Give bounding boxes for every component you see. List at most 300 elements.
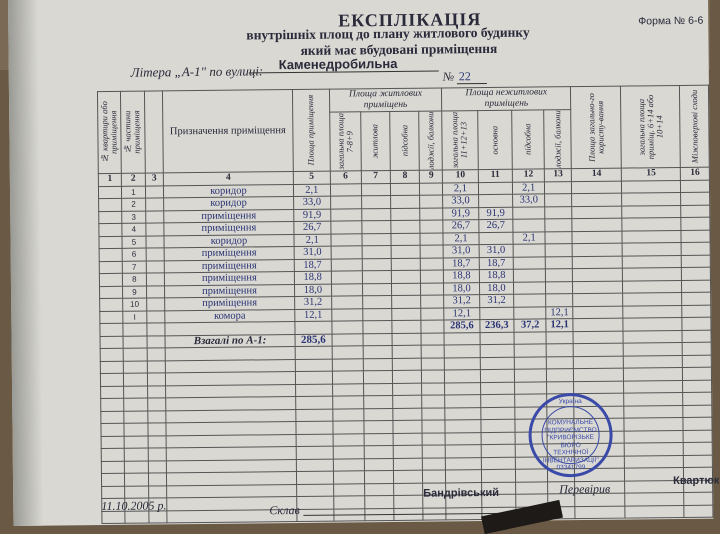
blank-cell xyxy=(683,417,712,430)
row-area: 2,1 xyxy=(294,184,331,197)
row-col13 xyxy=(545,194,572,207)
row-col8 xyxy=(392,308,422,321)
row-col3 xyxy=(146,235,164,248)
row-col14 xyxy=(572,181,622,194)
blank-cell xyxy=(124,411,148,424)
row-col14 xyxy=(572,206,622,219)
street-underline xyxy=(249,70,439,73)
blank-cell xyxy=(295,371,332,384)
row-col9 xyxy=(420,207,443,220)
row-purpose: приміщення xyxy=(164,272,294,286)
blank-cell xyxy=(364,458,394,471)
blank-cell xyxy=(363,395,393,408)
blank-cell xyxy=(333,446,364,459)
blank-cell xyxy=(333,483,364,496)
row-col12 xyxy=(514,269,546,282)
blank-cell xyxy=(148,473,166,486)
blank-cell xyxy=(123,348,147,361)
row-purpose: коридор xyxy=(164,234,294,248)
blank-cell xyxy=(148,460,166,473)
blank-cell xyxy=(364,470,394,483)
row-col6 xyxy=(330,208,361,221)
blank-cell xyxy=(623,342,682,355)
row-col11: 31,0 xyxy=(479,244,514,257)
header-col2: № частини приміщення xyxy=(122,110,143,154)
colnum: 12 xyxy=(512,169,544,182)
blank-cell xyxy=(363,383,393,396)
row-col13 xyxy=(545,256,572,269)
blank-cell xyxy=(393,408,423,421)
document-subtitle-line1: внутрішніх площ до плану житлового будинку xyxy=(246,24,530,43)
row-purpose: приміщення xyxy=(164,259,294,273)
blank-cell xyxy=(423,457,446,470)
row-col11 xyxy=(479,307,514,320)
blank-cell xyxy=(514,344,546,357)
blank-cell xyxy=(624,442,683,455)
row-part-no: I xyxy=(123,311,147,324)
row-col3 xyxy=(146,285,164,298)
row-part-no: 8 xyxy=(122,273,146,286)
row-area: 18,7 xyxy=(294,259,331,272)
blank-cell xyxy=(392,345,422,358)
row-col9 xyxy=(420,220,443,233)
blank-cell xyxy=(624,417,683,430)
sum-col3 xyxy=(147,323,165,336)
row-col10: 18,8 xyxy=(444,270,479,283)
row-col12 xyxy=(513,256,545,269)
header-col6: загальна площа 7-8+9 xyxy=(334,113,355,170)
row-area: 31,2 xyxy=(295,296,332,309)
blank-cell xyxy=(515,381,547,394)
blank-cell xyxy=(480,407,515,420)
blank-cell xyxy=(295,346,332,359)
total-label: Взагалі по А-1: xyxy=(165,334,295,348)
row-col16 xyxy=(682,280,711,293)
blank-cell xyxy=(624,380,683,393)
row-col14 xyxy=(573,306,623,319)
row-col14 xyxy=(572,256,622,269)
blank-cell xyxy=(364,433,394,446)
blank-cell xyxy=(683,380,712,393)
blank-cell xyxy=(123,373,147,386)
row-col13 xyxy=(546,281,573,294)
row-col16 xyxy=(681,217,710,230)
blank-cell xyxy=(445,432,480,445)
blank-cell xyxy=(147,385,165,398)
blank-cell xyxy=(363,408,393,421)
header-col9: лоджії, балкони xyxy=(425,111,436,170)
blank-cell xyxy=(297,496,334,509)
row-col7 xyxy=(361,208,391,221)
row-col7 xyxy=(362,295,392,308)
row-apartment-no xyxy=(99,273,122,286)
row-col11: 26,7 xyxy=(478,219,513,232)
blank-cell xyxy=(364,495,394,508)
row-col6 xyxy=(331,271,362,284)
blank-cell xyxy=(296,384,333,397)
row-purpose: приміщення xyxy=(164,209,294,223)
blank-cell xyxy=(147,398,165,411)
row-purpose: коридор xyxy=(163,184,293,198)
sum-col1 xyxy=(100,323,123,336)
blank-cell xyxy=(332,371,363,384)
stamp-line2: КОМУНАЛЬНЕ ПІДПРИЄМСТВО xyxy=(544,418,597,434)
header-col1: № квартири або приміщення xyxy=(99,101,119,164)
row-col8 xyxy=(391,208,421,221)
blank-cell xyxy=(445,357,480,370)
row-apartment-no xyxy=(99,236,122,249)
row-col3 xyxy=(145,198,163,211)
colnum: 4 xyxy=(163,172,293,186)
blank-cell xyxy=(124,436,148,449)
header-living-group: Площа житлових приміщень xyxy=(348,88,422,111)
blank-cell xyxy=(124,423,148,436)
row-col12 xyxy=(514,306,546,319)
row-col11 xyxy=(478,194,513,207)
row-col9 xyxy=(421,257,444,270)
header-col14: Площа загально-го користу-вання xyxy=(585,92,606,162)
blank-cell xyxy=(574,381,624,394)
blank-cell xyxy=(364,483,394,496)
blank-cell xyxy=(297,471,334,484)
blank-cell xyxy=(100,361,123,374)
sum-col10: 285,6 xyxy=(444,320,479,333)
row-col3 xyxy=(146,223,164,236)
row-col15 xyxy=(623,292,682,305)
row-col6 xyxy=(330,196,361,209)
row-apartment-no xyxy=(99,223,122,236)
form-label: Форма № 6-6 xyxy=(638,14,704,28)
blank-cell xyxy=(421,345,444,358)
house-number: 22 xyxy=(458,69,471,84)
blank-cell xyxy=(625,492,684,505)
blank-cell xyxy=(480,357,515,370)
row-col14 xyxy=(572,218,622,231)
blank-cell xyxy=(124,448,148,461)
blank-cell xyxy=(392,370,422,383)
blank-cell xyxy=(423,445,446,458)
row-col15 xyxy=(622,242,681,255)
number-underline xyxy=(457,83,487,84)
blank-cell xyxy=(624,405,683,418)
row-area: 31,0 xyxy=(294,246,331,259)
row-part-no: 6 xyxy=(122,248,146,261)
blank-cell xyxy=(683,367,712,380)
row-part-no: 10 xyxy=(123,298,147,311)
blank-cell xyxy=(393,445,423,458)
stamp-line4: 03341799 xyxy=(556,463,586,472)
blank-cell xyxy=(101,461,124,474)
colnum: 11 xyxy=(478,169,513,182)
blank-cell xyxy=(296,434,333,447)
row-col12: 2,1 xyxy=(513,231,545,244)
blank-cell xyxy=(124,461,148,474)
blank-cell xyxy=(124,386,148,399)
row-part-no: 1 xyxy=(121,186,145,199)
row-col14 xyxy=(573,293,623,306)
blank-cell xyxy=(481,469,516,482)
blank-cell xyxy=(148,485,166,498)
blank-cell xyxy=(422,420,445,433)
number-label: № xyxy=(442,69,455,84)
row-col7 xyxy=(362,233,392,246)
blank-cell xyxy=(123,361,147,374)
row-area: 33,0 xyxy=(294,196,331,209)
sum-col12: 37,2 xyxy=(514,319,546,332)
blank-cell xyxy=(101,398,124,411)
blank-cell xyxy=(147,373,165,386)
row-col13 xyxy=(545,219,572,232)
row-purpose: коридор xyxy=(163,197,293,211)
blank-cell xyxy=(125,486,149,499)
blank-cell xyxy=(296,446,333,459)
blank-cell xyxy=(332,408,363,421)
row-col13 xyxy=(545,244,572,257)
row-col9 xyxy=(421,270,444,283)
blank-cell xyxy=(296,421,333,434)
blank-cell xyxy=(683,355,712,368)
row-col8 xyxy=(391,270,421,283)
document-subtitle-line2: який має вбудовані приміщення xyxy=(300,40,498,58)
sklav-name: Бандрівський xyxy=(423,486,500,500)
blank-cell xyxy=(444,345,479,358)
blank-cell xyxy=(480,382,515,395)
colnum: 1 xyxy=(98,173,121,186)
sum-col9 xyxy=(421,320,444,333)
row-col12: 2,1 xyxy=(513,181,545,194)
row-col16 xyxy=(682,292,711,305)
row-col15 xyxy=(623,280,682,293)
sum-col11: 236,3 xyxy=(479,319,514,332)
blank-cell xyxy=(101,448,124,461)
blank-cell xyxy=(445,395,480,408)
blank-cell xyxy=(546,344,573,357)
blank-cell xyxy=(445,420,480,433)
row-col9 xyxy=(421,282,444,295)
row-col6 xyxy=(331,246,362,259)
row-apartment-no xyxy=(100,286,123,299)
row-col8 xyxy=(391,195,421,208)
row-col16 xyxy=(681,242,710,255)
blank-cell xyxy=(124,398,148,411)
blank-cell xyxy=(100,348,123,361)
blank-rows xyxy=(100,342,713,523)
blank-cell xyxy=(422,432,445,445)
blank-cell xyxy=(547,369,574,382)
row-part-no: 2 xyxy=(122,198,146,211)
row-col8 xyxy=(391,220,421,233)
row-col16 xyxy=(681,192,710,205)
row-apartment-no xyxy=(100,311,123,324)
document-title: ЕКСПЛІКАЦІЯ xyxy=(338,9,482,31)
row-col14 xyxy=(572,243,622,256)
blank-cell xyxy=(445,370,480,383)
blank-cell xyxy=(364,445,394,458)
row-col6 xyxy=(330,233,361,246)
blank-cell xyxy=(480,394,515,407)
blank-cell xyxy=(393,395,423,408)
row-apartment-no xyxy=(99,211,122,224)
sum-col15 xyxy=(623,317,682,330)
header-col11: основна xyxy=(489,125,500,155)
blank-cell xyxy=(625,505,684,518)
row-col3 xyxy=(146,273,164,286)
row-purpose: комора xyxy=(165,309,295,323)
header-col7: житлова xyxy=(369,123,380,159)
row-col10: 12,1 xyxy=(444,307,479,320)
row-col9 xyxy=(420,182,443,195)
row-col11: 91,9 xyxy=(478,207,513,220)
blank-cell xyxy=(332,346,363,359)
row-col6 xyxy=(330,221,361,234)
row-col14 xyxy=(573,281,623,294)
row-col3 xyxy=(145,185,163,198)
blank-cell xyxy=(363,358,393,371)
row-col15 xyxy=(623,305,682,318)
row-col8 xyxy=(391,245,421,258)
blank-cell xyxy=(124,473,148,486)
colnum: 3 xyxy=(145,173,163,186)
blank-cell xyxy=(101,411,124,424)
blank-cell xyxy=(147,348,165,361)
blank-cell xyxy=(422,407,445,420)
blank-cell xyxy=(547,381,574,394)
blank-cell xyxy=(516,481,548,494)
row-col13 xyxy=(546,294,573,307)
sum-col2 xyxy=(123,323,147,336)
blank-cell xyxy=(101,386,124,399)
blank-cell xyxy=(546,356,573,369)
row-col8 xyxy=(391,258,421,271)
row-purpose: приміщення xyxy=(164,247,294,261)
blank-cell xyxy=(481,444,516,457)
row-col16 xyxy=(681,230,710,243)
row-col15 xyxy=(622,255,681,268)
perevir-name: Квартюк xyxy=(673,474,720,488)
blank-cell xyxy=(446,470,481,483)
blank-cell xyxy=(515,369,547,382)
row-purpose: приміщення xyxy=(164,284,294,298)
row-col10: 2,1 xyxy=(443,182,478,195)
row-area: 2,1 xyxy=(294,234,331,247)
street-name: Каменедробильна xyxy=(278,55,398,73)
blank-cell xyxy=(364,420,394,433)
row-col13 xyxy=(546,269,573,282)
blank-cell xyxy=(333,433,364,446)
row-col6 xyxy=(331,283,362,296)
row-col3 xyxy=(146,298,164,311)
blank-cell xyxy=(481,432,516,445)
sum-col7 xyxy=(362,320,392,333)
row-col10: 91,9 xyxy=(443,207,478,220)
blank-cell xyxy=(422,370,445,383)
blank-cell xyxy=(574,368,624,381)
row-col15 xyxy=(622,192,681,205)
row-col9 xyxy=(420,232,443,245)
blank-cell xyxy=(393,433,423,446)
blank-cell xyxy=(393,458,423,471)
header-col16: Міжповерхові сходи xyxy=(688,89,700,164)
blank-cell xyxy=(332,421,363,434)
sum-col6 xyxy=(331,321,362,334)
row-col16 xyxy=(681,205,710,218)
row-col3 xyxy=(146,210,164,223)
blank-cell xyxy=(624,367,683,380)
blank-cell xyxy=(446,445,481,458)
blank-cell xyxy=(332,383,363,396)
row-col7 xyxy=(361,183,391,196)
row-apartment-no xyxy=(99,248,122,261)
row-col7 xyxy=(361,221,391,234)
row-part-no: 9 xyxy=(122,286,146,299)
row-area: 12,1 xyxy=(295,309,332,322)
document-date: 11.10.2005 р. xyxy=(101,498,167,514)
header-col12: підсобна xyxy=(522,123,533,156)
row-purpose: приміщення xyxy=(164,297,294,311)
blank-cell xyxy=(684,505,713,518)
row-col15 xyxy=(622,180,681,193)
blank-cell xyxy=(393,420,423,433)
blank-cell xyxy=(624,355,683,368)
blank-cell xyxy=(574,356,624,369)
colnum: 5 xyxy=(293,171,330,184)
page-fold-shadow xyxy=(8,0,44,526)
blank-cell xyxy=(624,392,683,405)
row-col7 xyxy=(362,271,392,284)
row-col10: 31,2 xyxy=(444,295,479,308)
blank-cell xyxy=(422,395,445,408)
blank-cell xyxy=(296,396,333,409)
row-col6 xyxy=(331,258,362,271)
colnum: 9 xyxy=(420,170,443,183)
blank-cell xyxy=(100,373,123,386)
row-col14 xyxy=(572,193,622,206)
blank-cell xyxy=(446,457,481,470)
blank-cell xyxy=(394,495,424,508)
row-col11: 18,0 xyxy=(479,282,514,295)
blank-cell xyxy=(393,383,423,396)
blank-cell xyxy=(148,423,166,436)
sum-col5 xyxy=(295,321,332,334)
row-col10: 2,1 xyxy=(443,232,478,245)
row-col10: 18,0 xyxy=(444,282,479,295)
blank-cell xyxy=(423,470,446,483)
row-col12 xyxy=(513,206,545,219)
litera-label: Літера „А-1" по вулиці: xyxy=(130,63,264,80)
row-col10: 18,7 xyxy=(444,257,479,270)
row-col11 xyxy=(478,182,513,195)
header-col5: Площа приміщення xyxy=(305,95,317,166)
row-part-no: 7 xyxy=(122,261,146,274)
row-area: 91,9 xyxy=(294,209,331,222)
blank-cell xyxy=(422,382,445,395)
row-col13 xyxy=(545,231,572,244)
row-col6 xyxy=(330,183,361,196)
blank-cell xyxy=(683,405,712,418)
row-col16 xyxy=(681,180,710,193)
blank-cell xyxy=(480,344,515,357)
blank-cell xyxy=(333,496,364,509)
row-col11 xyxy=(479,232,514,245)
row-part-no: 3 xyxy=(122,211,146,224)
row-col6 xyxy=(331,296,362,309)
colnum: 15 xyxy=(622,167,681,180)
blank-cell xyxy=(148,448,166,461)
row-col16 xyxy=(682,305,711,318)
row-col14 xyxy=(572,231,622,244)
row-col8 xyxy=(391,283,421,296)
row-part-no: 5 xyxy=(122,236,146,249)
